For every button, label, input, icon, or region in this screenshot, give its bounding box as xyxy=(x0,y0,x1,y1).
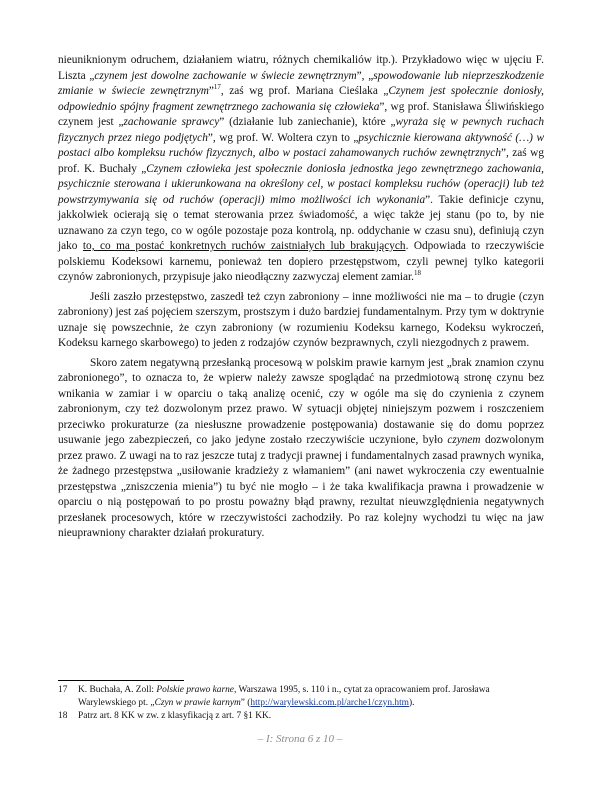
text-run: Skoro zatem negatywną przesłanką procesową w polskim prawie karnym jest „brak znamion czynu zabronionego”, to oznacza to, że wpierw należy zawsze spoglądać na przedmiotową stronę czynu bez wnikania w zamiar i w oparciu o taką analizę ocenić, czy w ogóle ma się do czynienia z czynem zabronionym, czy też dozwolonym przez prawo. W sytuacji objętej niniejszym pozwem i roszczeniem przeciwko prokuraturze (za niesłuszne prowadzenie postępowania) dostawanie się do domu poprzez usuwanie jego zabezpieczeń, co jako jedyne zostało rzeczywiście uczynione, było xyxy=(58,356,544,446)
text-run: ” ( xyxy=(240,697,251,708)
italic-quote: Polskie prawo karne xyxy=(156,685,234,695)
italic-quote: czynem xyxy=(447,434,481,446)
footnotes xyxy=(58,684,544,724)
text-run: ”, wg prof. Stanisława Śliwińskiego czynem jest „ xyxy=(58,100,545,128)
italic-quote: zachowanie sprawcy xyxy=(123,116,220,128)
italic-quote: wyraża się w pewnych ruchach fizycznych przez niego podjętych xyxy=(58,116,544,144)
text-run: ”. Takie definicje czynu, jakkolwiek ocierają się o temat sterowania przez świadomość, a więc także jej stanu (po to, by nie uznawano za czyn tego, co w ogóle pozostaje poza kontrolą, np. oddychanie w czasu snu), definiują czyn jako xyxy=(58,193,544,252)
italic-quote: spowodowanie lub nieprzeszkodzenie zmianie w świecie zewnętrznym xyxy=(58,69,544,97)
footnote-link[interactable]: http://warylewski.com.pl/arche1/czyn.htm xyxy=(250,697,409,708)
footnote-reference[interactable]: 17 xyxy=(213,83,221,92)
paragraph xyxy=(58,53,544,286)
text-run: . Odpowiada to rzeczywiście polskiemu Kodeksowi karnemu, ponieważ ten dopiero przestępstwom, czyli pewnej tylko kategorii czynów zabronionych, przypisuje jako nieodłączny zazwyczaj element zamiar. xyxy=(58,240,544,283)
italic-quote: psychicznie kierowana aktywność (…) w postaci albo kompleksu ruchów fizycznych, albo w postaci zahamowanych ruchów zewnętrznych xyxy=(58,131,544,159)
text-run: ). xyxy=(408,697,415,708)
footnote-separator xyxy=(58,680,184,681)
italic-quote: czynem jest dowolne zachowanie w świecie zewnętrznym xyxy=(94,69,357,82)
page-footer: – I: Strona 6 z 10 – xyxy=(257,733,343,745)
text-run: Patrz art. 8 KK w zw. z klasyfikacją z art. 7 §1 KK. xyxy=(78,711,272,722)
body-text xyxy=(58,53,544,546)
text-run: ”, „ xyxy=(356,69,374,82)
text-run: Jeśli zaszło przestępstwo, zaszedł też czyn zabroniony – inne możliwości nie ma – to drugie (czyn zabroniony) jest zaś pojęciem szerszym, prostszym i dużo bardziej fundamentalnym. Przy tym w doktrynie uznaje się powszechnie, że czyn zabroniony (w rozumieniu Kodeksu karnego, Kodeksu wykroczeń, Kodeksu karnego skarbowego) to jeden z rodzajów czynów bezprawnych, czyli niezgodnych z prawem. xyxy=(58,290,544,349)
footnote xyxy=(58,684,544,709)
text-run: ” (działanie lub zaniechanie), które „ xyxy=(219,116,396,128)
text-run: ”, wg prof. W. Woltera czyn to „ xyxy=(207,131,359,144)
text-run: ” xyxy=(208,85,214,97)
italic-quote: Czynem człowieka jest społecznie doniosła jednostka jego zewnętrznego zachowania, psychicznie sterowana i ukierunkowana na określony cel, w postaci kompleksu ruchów (operacji) lub też powstrzymywania się od ruchów (operacji) mimo możliwości ich wykonania xyxy=(58,162,544,206)
text-run: ”, zaś wg prof. K. Buchały „ xyxy=(58,147,544,175)
footnote-text xyxy=(78,684,544,709)
underlined-text: to, co ma postać konkretnych ruchów zaistniałych lub brakujących xyxy=(82,240,406,252)
text-run: , zaś wg prof. Mariana Cieślaka „ xyxy=(220,85,389,97)
footnote-reference[interactable]: 18 xyxy=(414,269,422,278)
paragraph xyxy=(58,356,544,542)
footnote xyxy=(58,710,544,723)
italic-quote: Czynem jest społecznie doniosły, odpowiednio spójny fragment zewnętrznego zachowania się człowieka xyxy=(58,85,544,113)
paragraph xyxy=(58,290,544,352)
footnote-number: 18 xyxy=(58,711,68,722)
text-run: dozwolonym przez prawo. Z uwagi na to raz jeszcze tutaj z tradycji prawnej i fundamentalnych zasad prawnych wynika, że żadnego przestępstwa „usiłowanie kradzieży z włamaniem” (ani nawet wykroczenia czy ewentualnie przestępstwa „zniszczenia mienia”) tu być nie mogło – i że taka kwalifikacja prawna i prowadzenie w oparciu o nią postępowań to po prostu poważny błąd prawny, rezultat nieuwzględnienia negatywnych przesłanek procesowych, które w rzeczywistości zachodziły. Po raz kolejny wychodzi tu więc na jaw nieuprawniony charakter działań prokuratury. xyxy=(58,434,544,539)
text-run: K. Buchała, A. Zoll: xyxy=(78,685,157,695)
footnote-text xyxy=(78,710,544,723)
text-run: nieuniknionym odruchem, działaniem wiatru, różnych chemikaliów itp.). Przykładowo więc w ujęciu F. Liszta „ xyxy=(58,54,544,82)
footnote-number: 17 xyxy=(58,685,68,695)
italic-quote: Czyn w prawie karnym xyxy=(154,697,241,708)
text-run: , Warszawa 1995, s. 110 i n., cytat za opracowaniem prof. Jarosława Warylewskiego pt. „ xyxy=(78,685,490,708)
